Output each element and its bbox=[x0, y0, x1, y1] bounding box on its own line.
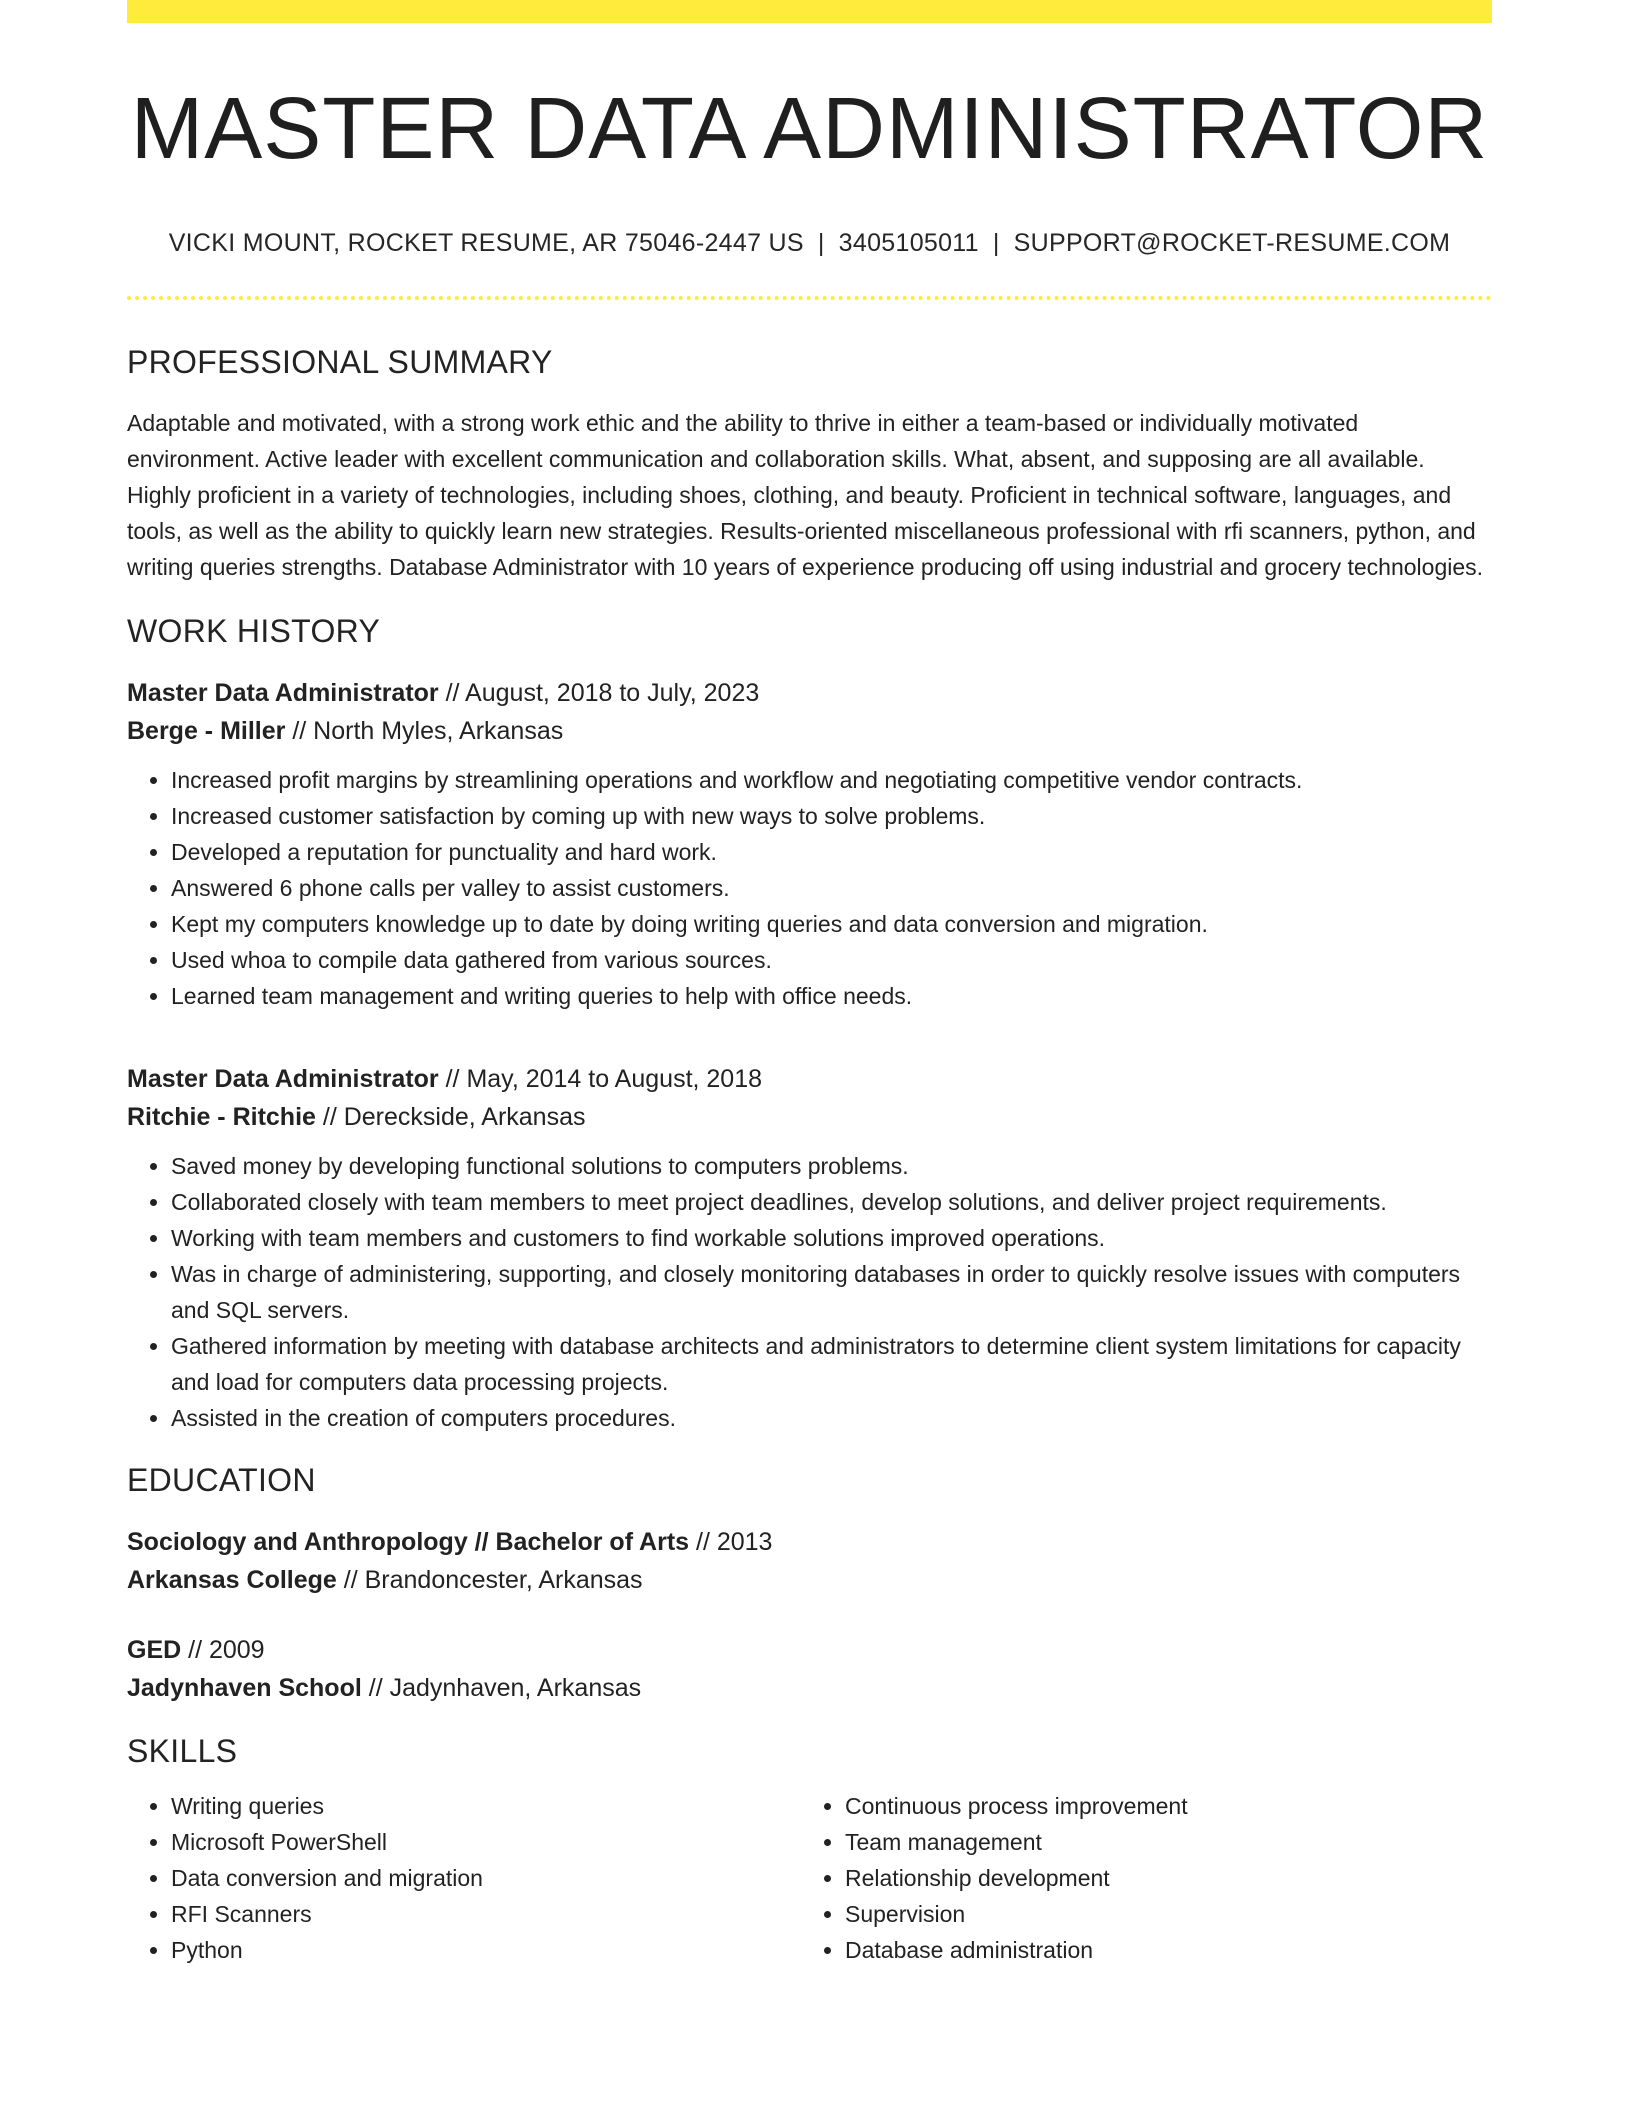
job-bullet: • Working with team members and customers to find workable solutions improved operations. bbox=[171, 1220, 1492, 1256]
skill-item: • Supervision bbox=[845, 1896, 1475, 1932]
contact-separator: | bbox=[992, 228, 1000, 257]
education-year: // 2009 bbox=[181, 1635, 265, 1664]
contact-line bbox=[127, 229, 1492, 258]
education-school-line bbox=[127, 1669, 1492, 1707]
education-year: // 2013 bbox=[689, 1527, 773, 1556]
skill-item: • Team management bbox=[845, 1824, 1475, 1860]
summary-heading: PROFESSIONAL SUMMARY bbox=[127, 343, 553, 380]
summary-text: Adaptable and motivated, with a strong work ethic and the ability to thrive in either a team-based or individually motivated environment. Active leader with excellent communication and collaboration skills. What, absent, and supposing are all available. Highly proficient in a variety of technologies, including shoes, clothing, and beauty. Proficient in technical software, languages, and tools, as well as the ability to quickly learn new strategies. Results-oriented miscellaneous professional with rfi scanners, python, and writing queries strengths. Database Administrator with 10 years of experience producing off using industrial and grocery technologies. bbox=[127, 409, 1484, 580]
job-bullet-list bbox=[127, 1148, 1492, 1436]
job-bullet: • Kept my computers knowledge up to date by doing writing queries and data conversion and migration. bbox=[171, 906, 1492, 942]
job-bullet: • Was in charge of administering, supporting, and closely monitoring databases in order to quickly resolve issues with computers and SQL servers. bbox=[171, 1256, 1492, 1328]
education-school: Arkansas College bbox=[127, 1565, 337, 1594]
education-entry bbox=[127, 1523, 1492, 1599]
job-bullet: • Learned team management and writing queries to help with office needs. bbox=[171, 978, 1492, 1014]
skill-item: • Microsoft PowerShell bbox=[171, 1824, 801, 1860]
skills-list-left bbox=[127, 1788, 801, 1968]
education-location: // Jadynhaven, Arkansas bbox=[361, 1673, 642, 1702]
job-company: Berge - Miller bbox=[127, 716, 286, 745]
education-degree-line bbox=[127, 1631, 1492, 1669]
job-company-line bbox=[127, 712, 1492, 750]
job-company-line bbox=[127, 1098, 1492, 1136]
job-bullet: • Developed a reputation for punctuality and hard work. bbox=[171, 834, 1492, 870]
job-bullet: • Answered 6 phone calls per valley to assist customers. bbox=[171, 870, 1492, 906]
job-dates: // August, 2018 to July, 2023 bbox=[438, 678, 760, 707]
job-bullet: • Gathered information by meeting with database architects and administrators to determine client system limitations for capacity and load for computers data processing projects. bbox=[171, 1328, 1492, 1400]
job-location: // North Myles, Arkansas bbox=[285, 716, 564, 745]
job-bullet: • Used whoa to compile data gathered from various sources. bbox=[171, 942, 1492, 978]
skill-item: • Python bbox=[171, 1932, 801, 1968]
dotted-divider bbox=[127, 296, 1492, 300]
job-bullet: • Increased profit margins by streamlining operations and workflow and negotiating competitive vendor contracts. bbox=[171, 762, 1492, 798]
work-history-heading: WORK HISTORY bbox=[127, 612, 381, 649]
resume-title: MASTER DATA ADMINISTRATOR bbox=[130, 80, 1489, 177]
skills-heading: SKILLS bbox=[127, 1732, 238, 1769]
job-bullet: • Increased customer satisfaction by coming up with new ways to solve problems. bbox=[171, 798, 1492, 834]
job-title-line bbox=[127, 1060, 1492, 1098]
education-degree: GED bbox=[127, 1635, 182, 1664]
education-location: // Brandoncester, Arkansas bbox=[336, 1565, 643, 1594]
job-role: Master Data Administrator bbox=[127, 678, 439, 707]
job-bullet-list bbox=[127, 762, 1492, 1014]
skill-item: • Writing queries bbox=[171, 1788, 801, 1824]
contact-separator: | bbox=[817, 228, 825, 257]
education-entry bbox=[127, 1631, 1492, 1707]
job-title-line bbox=[127, 674, 1492, 712]
skill-item: • Continuous process improvement bbox=[845, 1788, 1475, 1824]
contact-phone: 3405105011 bbox=[838, 228, 979, 257]
skill-item: • RFI Scanners bbox=[171, 1896, 801, 1932]
education-heading: EDUCATION bbox=[127, 1461, 316, 1498]
job-bullet: • Saved money by developing functional solutions to computers problems. bbox=[171, 1148, 1492, 1184]
skill-item: • Relationship development bbox=[845, 1860, 1475, 1896]
job-company: Ritchie - Ritchie bbox=[127, 1102, 316, 1131]
skill-item: • Data conversion and migration bbox=[171, 1860, 801, 1896]
education-degree: Sociology and Anthropology // Bachelor of Arts bbox=[127, 1527, 690, 1556]
education-degree-line bbox=[127, 1523, 1492, 1561]
skills-grid bbox=[127, 1788, 1492, 1968]
contact-email: SUPPORT@ROCKET-RESUME.COM bbox=[1013, 228, 1451, 257]
job-location: // Dereckside, Arkansas bbox=[315, 1102, 586, 1131]
education-school-line bbox=[127, 1561, 1492, 1599]
job-role: Master Data Administrator bbox=[127, 1064, 439, 1093]
job-dates: // May, 2014 to August, 2018 bbox=[438, 1064, 763, 1093]
resume-page bbox=[127, 0, 1492, 1968]
job-entry bbox=[127, 1060, 1492, 1436]
job-bullet: • Collaborated closely with team members to meet project deadlines, develop solutions, and deliver project requirements. bbox=[171, 1184, 1492, 1220]
job-bullet: • Assisted in the creation of computers procedures. bbox=[171, 1400, 1492, 1436]
skill-item: • Database administration bbox=[845, 1932, 1475, 1968]
job-entry bbox=[127, 674, 1492, 1014]
contact-address: VICKI MOUNT, ROCKET RESUME, AR 75046-2447 US bbox=[168, 228, 804, 257]
education-school: Jadynhaven School bbox=[127, 1673, 362, 1702]
accent-top-bar bbox=[127, 0, 1492, 23]
skills-list-right bbox=[801, 1788, 1475, 1968]
